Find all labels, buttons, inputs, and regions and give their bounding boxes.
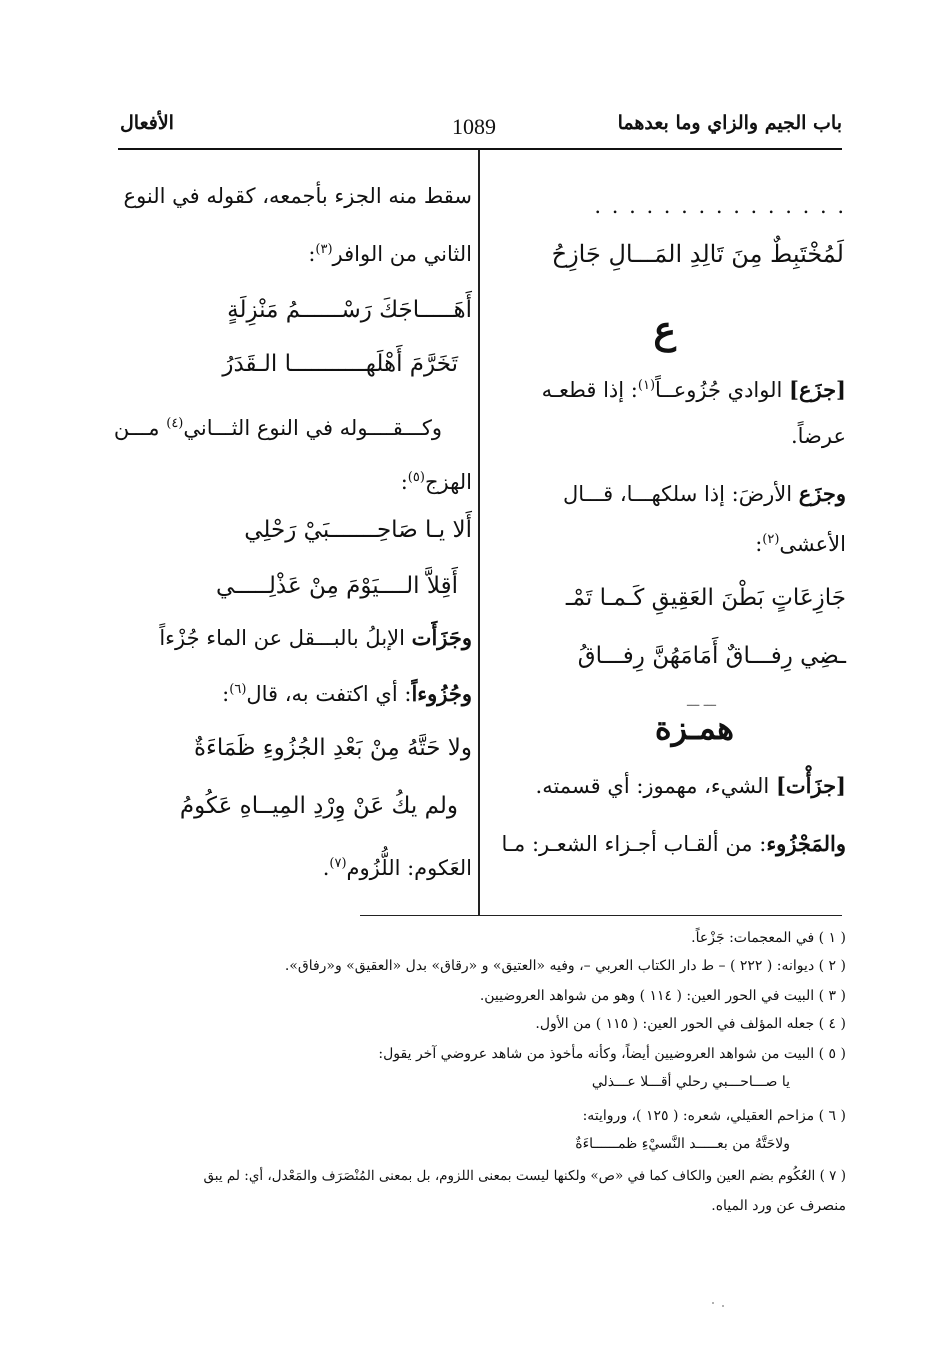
text-fragment: الهزج — [424, 470, 472, 494]
scan-speck — [712, 1302, 714, 1304]
verse-line: أَهَـــــاجَكَ رَسْــــــمُ مَنْزِلَةٍ — [227, 297, 472, 323]
verse-separator: ـــ ـــ — [686, 694, 716, 710]
page-number: 1089 — [452, 114, 496, 139]
footnote-ref: (٣) — [315, 242, 333, 257]
footnote: ( ٤ ) جعله المؤلف في الحور العين: ( ١١٥ ) من الأول. — [535, 1016, 846, 1032]
section-title: الأفعال — [120, 112, 174, 134]
entry-headword: وجزَع — [798, 481, 846, 506]
footnote-ref: (١) — [637, 378, 656, 393]
footnote-verse: ولاحَتَّهُ من بعـــــد النَّسيْءِ ظمــــــاءَةٌ — [575, 1136, 790, 1152]
text-line — [401, 464, 472, 496]
verse-line: لَمُخْتَبِطٌ مِنَ تَالِدِ المَـــالِ جَازِحُ — [551, 240, 844, 268]
footnote-ref: (٥) — [407, 470, 425, 485]
section-letter: ع — [653, 307, 676, 352]
right-column — [492, 0, 846, 915]
entry-headword: وجُزُوءاً — [411, 681, 472, 706]
left-column — [112, 0, 472, 915]
entry-line — [755, 526, 846, 558]
entry-line — [536, 772, 846, 800]
text-line — [114, 410, 442, 442]
entry-text: الأرضَ: إذا سلكهـــا، قـــال — [563, 482, 799, 506]
verse-line: ولم يكُ عَنْ وِرْدِ المِيــاهِ عَكُومُ — [179, 793, 458, 819]
footnote-rule — [360, 915, 842, 916]
entry-headword: [جزَع] — [789, 377, 846, 402]
text-line — [308, 236, 472, 268]
section-heading: همـزة — [654, 709, 734, 747]
footnote: ( ٦ ) مزاحم العقيلي، شعره: ( ١٢٥ )، وروايته: — [582, 1108, 846, 1124]
footnote-ref: (٧) — [329, 856, 347, 871]
text-fragment: : — [308, 242, 316, 266]
text-line — [323, 850, 472, 882]
verse-line: أَقِلاَّ الــــيَوْمَ مِنْ عَذْلِـــــي — [216, 573, 458, 599]
entry-headword: والمَجْزُوء — [766, 831, 846, 856]
text-fragment: : أي اكتفت به، قال — [246, 682, 412, 706]
chapter-title: باب الجيم والزاي وما بعدهما — [617, 112, 842, 134]
ellipsis-line: . . . . . . . . . . . . . . . — [594, 194, 846, 218]
text-line: سقط منه الجزء بأجمعه، كقوله في النوع — [123, 184, 472, 208]
text-fragment: : — [222, 682, 230, 706]
verse-line: جَازِعَاتٍ بَطْنَ العَقِيقِ كَـمـا تَمْـ — [565, 585, 846, 611]
footnote-ref: (٦) — [229, 682, 247, 697]
footnote: ( ٣ ) البيت في الحور العين: ( ١١٤ ) وهو من شواهد العروضيين. — [479, 988, 846, 1004]
entry-text: الأعشى — [779, 532, 846, 556]
text-fragment: العَكوم: اللُّزُوم — [346, 856, 472, 880]
verse-line: تَخَرَّمَ أَهْلَهـــــــــــا الـقَدَرُ — [222, 351, 458, 377]
verse-line: أَلا يـا صَاحِـــــــبَيْ رَحْلِي — [244, 517, 472, 543]
entry-text: : من ألقـاب أجـزاء الشعـر: مـا — [501, 832, 767, 856]
text-line — [222, 676, 472, 708]
footnote: ( ٢ ) ديوانه: ( ٢٢٢ ) – ط دار الكتاب العربي –، وفيه «العتيق» و «رقاق» بدل «العقيق» و«رفاق». — [284, 958, 846, 974]
text-fragment: . — [322, 856, 330, 880]
footnote-ref: (٤) — [166, 416, 184, 431]
entry-headword: وجَزَأَت — [411, 625, 472, 650]
scan-speck — [722, 1305, 724, 1307]
text-line — [159, 624, 472, 652]
entry-line: عرضاً. — [790, 424, 846, 448]
entry-text: : إذا قطعـه — [541, 378, 638, 402]
footnote-verse: يا صـــاحـــبي رحلي أقـــلا عـــذلي — [591, 1074, 790, 1090]
entry-headword: [جزَأْت] — [775, 773, 846, 798]
footnote: ( ٧ ) العُكُوم بضم العين والكاف كما في «ص» ولكنها ليست بمعنى اللزوم، بل بمعنى المُنْصَرَف والمَعْدل، أي: لم يبق — [203, 1168, 846, 1184]
footnote: ( ٥ ) البيت من شواهد العروضيين أيضاً، وكأنه مأخوذ من شاهد عروضي آخر يقول: — [378, 1046, 846, 1062]
text-fragment: الثاني من الوافر — [332, 242, 472, 266]
text-fragment: الإبلُ بالبـــقل عن الماء جُزْءاً — [159, 626, 412, 650]
entry-line — [542, 372, 846, 404]
column-divider — [478, 150, 480, 915]
entry-text: الوادي جُزُوعــاً — [655, 378, 790, 402]
entry-text: : — [755, 532, 763, 556]
footnote-ref: (٢) — [762, 532, 780, 547]
text-fragment: مـــن — [113, 416, 167, 440]
footnote: ( ١ ) في المعجمات: جَزْعاً. — [691, 930, 846, 946]
entry-text: الشيء، مهموز: أي قسمته. — [535, 774, 776, 798]
text-fragment: وكـــقــــوله في النوع الثـــاني — [183, 416, 442, 440]
verse-line: ـضِي رِفـــاقٌ أَمَامَهُنَّ رِفـــاقُ — [577, 643, 846, 669]
text-fragment: : — [400, 470, 408, 494]
entry-line — [501, 830, 846, 858]
footnote-continuation: منصرف عن ورد المياه. — [711, 1198, 846, 1214]
verse-line: ولا حَتَّهُ مِنْ بَعْدِ الجُزُوءِ ظَمَاءَةٌ — [194, 735, 472, 761]
entry-line — [563, 480, 846, 508]
